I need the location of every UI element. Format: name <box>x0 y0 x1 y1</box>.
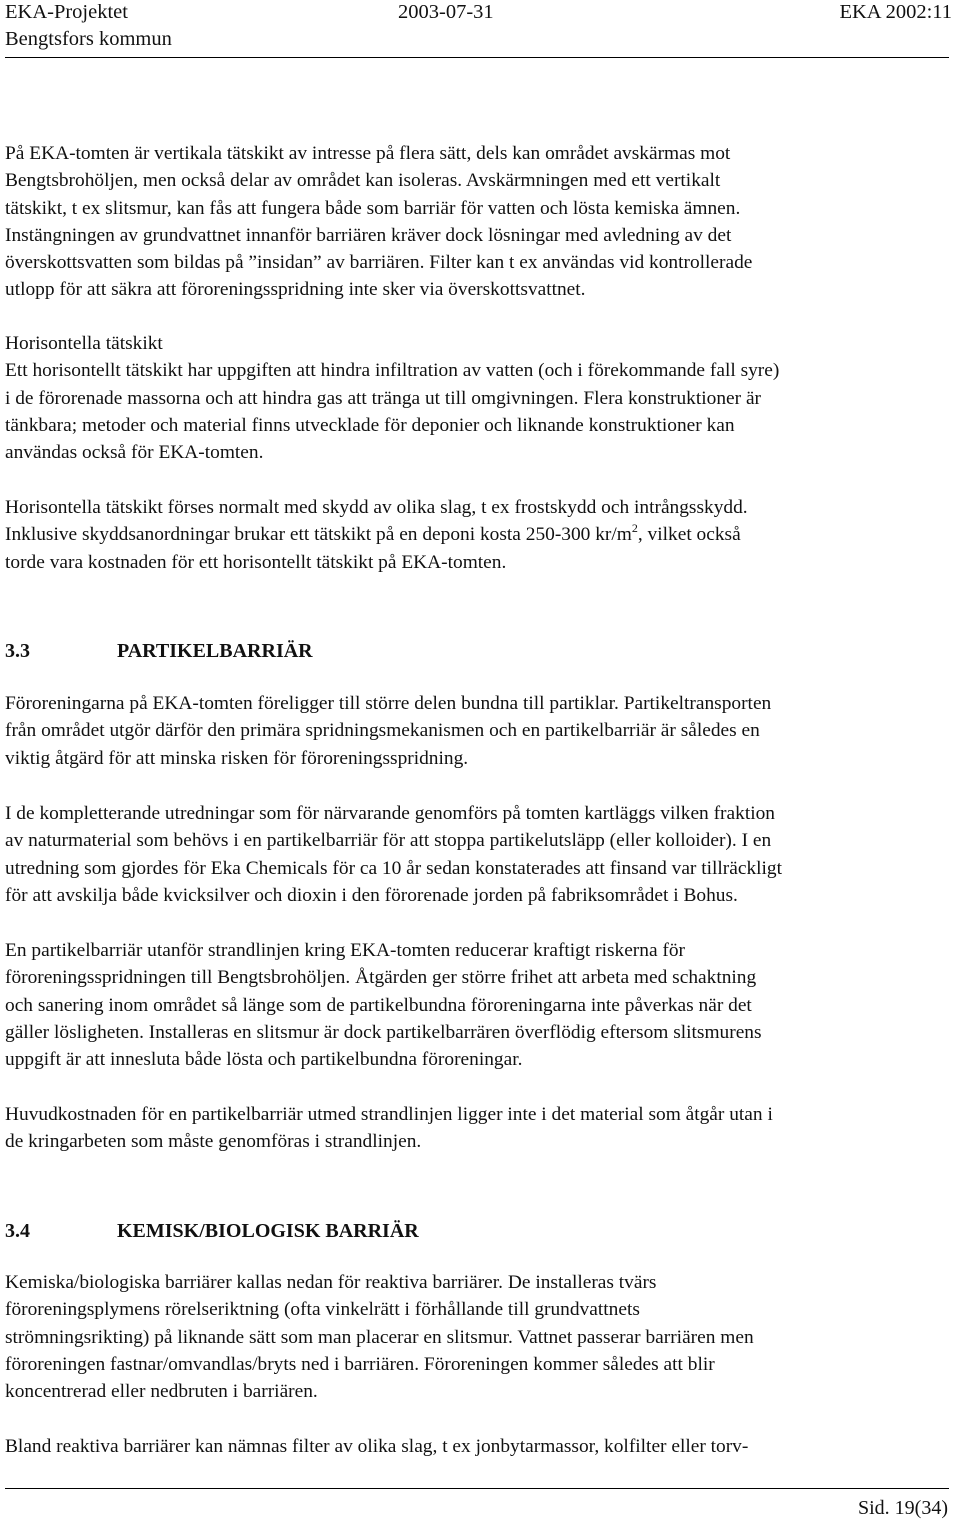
header-report-id: EKA 2002:11 <box>839 1 952 23</box>
text-line: koncentrerad eller nedbruten i barriären. <box>5 1381 318 1403</box>
paragraph-reactive-examples <box>5 1433 955 1460</box>
text-line: från området utgör därför den primära spridningsmekanismen och en partikelbarriär är således en <box>5 720 760 742</box>
header-date: 2003-07-31 <box>398 1 494 23</box>
text-line: i de förorenade massorna och att hindra gas att tränga ut till omgivningen. Flera konstruktioner är <box>5 387 762 409</box>
text-line: På EKA-tomten är vertikala tätskikt av intresse på flera sätt, dels kan området avskärmas mot <box>5 143 731 164</box>
paragraph-horizontal-cost <box>5 494 955 576</box>
text-line: strömningsrikting) på liknande sätt som man placerar en slitsmur. Vattnet passerar barriären men <box>5 1326 754 1348</box>
text-line: Bland reaktiva barriärer kan nämnas filter av olika slag, t ex jonbytarmassor, kolfilter eller torv- <box>5 1436 749 1457</box>
text-line: de kringarbeten som måste genomföras i strandlinjen. <box>5 1131 422 1153</box>
text-line: Instängningen av grundvattnet innanför barriären kräver dock lösningar med avledning av det <box>5 224 732 246</box>
section-heading-3-3 <box>5 640 313 663</box>
header-project: EKA-Projektet <box>5 1 128 23</box>
section-title: KEMISK/BIOLOGISK BARRIÄR <box>117 1220 419 1242</box>
header-municipality: Bengtsfors kommun <box>5 28 172 50</box>
text-fragment: Inklusive skyddsanordningar brukar ett tätskikt på en deponi kosta 250-300 kr/m <box>5 524 632 546</box>
text-line: I de kompletterande utredningar som för närvarande genomförs på tomten kartläggs vilken fraktion <box>5 803 775 824</box>
text-line: Föroreningarna på EKA-tomten föreligger till större delen bundna till partiklar. Partikeltransporten <box>5 693 772 714</box>
page-number: Sid. 19(34) <box>858 1497 948 1519</box>
paragraph-particle-intro <box>5 690 955 772</box>
text-line: gäller lösligheten. Installeras en slitsmur är dock partikelbarrären överflödig eftersom slitsmurens <box>5 1021 762 1043</box>
text-line: Horisontella tätskikt förses normalt med skydd av olika slag, t ex frostskydd och intrångsskydd. <box>5 497 748 518</box>
text-line: utredning som gjordes för Eka Chemicals för ca 10 år sedan konstaterades att finsand var tillräckligt <box>5 857 782 879</box>
paragraph-horizontal-barriers <box>5 330 955 466</box>
text-line <box>5 521 955 548</box>
section-title: PARTIKELBARRIÄR <box>117 640 313 662</box>
subheading: Horisontella tätskikt <box>5 333 163 354</box>
text-line: Ett horisontellt tätskikt har uppgiften att hindra infiltration av vatten (och i förekommande fall syre) <box>5 360 780 382</box>
text-line: En partikelbarriär utanför strandlinjen kring EKA-tomten reducerar kraftigt riskerna för <box>5 940 686 961</box>
section-heading-3-4 <box>5 1220 419 1243</box>
text-line: Kemiska/biologiska barriärer kallas nedan för reaktiva barriärer. De installeras tvärs <box>5 1272 657 1293</box>
text-line: föroreningen fastnar/omvandlas/bryts ned i barriären. Föroreningen kommer således att blir <box>5 1353 715 1375</box>
paragraph-reactive-barriers <box>5 1269 955 1405</box>
text-line: Huvudkostnaden för en partikelbarriär utmed strandlinjen ligger inte i det material som åtgår utan i <box>5 1104 773 1125</box>
paragraph-particle-studies <box>5 800 955 909</box>
header-rule <box>5 57 949 58</box>
text-line: överskottsvatten som bildas på ”insidan” av barriären. Filter kan t ex användas vid kontrollerade <box>5 252 753 274</box>
text-line: föroreningsspridningen till Bengtsbrohöljen. Åtgärden ger större frihet att arbeta med schaktning <box>5 967 757 989</box>
superscript: 2 <box>631 521 638 536</box>
text-line: uppgift är att innesluta både lösta och partikelbundna föroreningar. <box>5 1049 523 1071</box>
text-line: tänkbara; metoder och material finns utvecklade för deponier och liknande konstruktioner kan <box>5 414 735 436</box>
paragraph-vertical-barriers <box>5 140 955 304</box>
text-line: torde vara kostnaden för ett horisontellt tätskikt på EKA-tomten. <box>5 551 507 573</box>
section-number: 3.4 <box>5 1220 30 1242</box>
text-line: utlopp för att säkra att föroreningsspridning inte sker via överskottsvattnet. <box>5 279 586 301</box>
section-number: 3.3 <box>5 640 30 662</box>
text-line: viktig åtgärd för att minska risken för föroreningsspridning. <box>5 747 469 769</box>
text-line: föroreningsplymens rörelseriktning (ofta vinkelrätt i förhållande till grundvattnets <box>5 1299 640 1321</box>
text-line: användas också för EKA-tomten. <box>5 442 264 464</box>
paragraph-particle-cost <box>5 1101 955 1156</box>
text-line: för att avskilja både kvicksilver och dioxin i den förorenade jorden på fabriksområdet i Bohus. <box>5 884 738 906</box>
text-line: Bengtsbrohöljen, men också delar av området kan isoleras. Avskärmningen med ett vertikalt <box>5 170 721 192</box>
paragraph-particle-barrier-effect <box>5 937 955 1073</box>
text-line: tätskikt, t ex slitsmur, kan fås att fungera både som barriär för vatten och lösta kemiska ämnen. <box>5 197 741 219</box>
text-fragment: , vilket också <box>637 524 741 546</box>
footer-rule <box>5 1488 949 1489</box>
text-line: och sanering inom området så länge som de partikelbundna föroreningarna inte påverkas när det <box>5 994 752 1016</box>
text-line: av naturmaterial som behövs i en partikelbarriär för att stoppa partikelutsläpp (eller kolloider). I en <box>5 830 772 852</box>
